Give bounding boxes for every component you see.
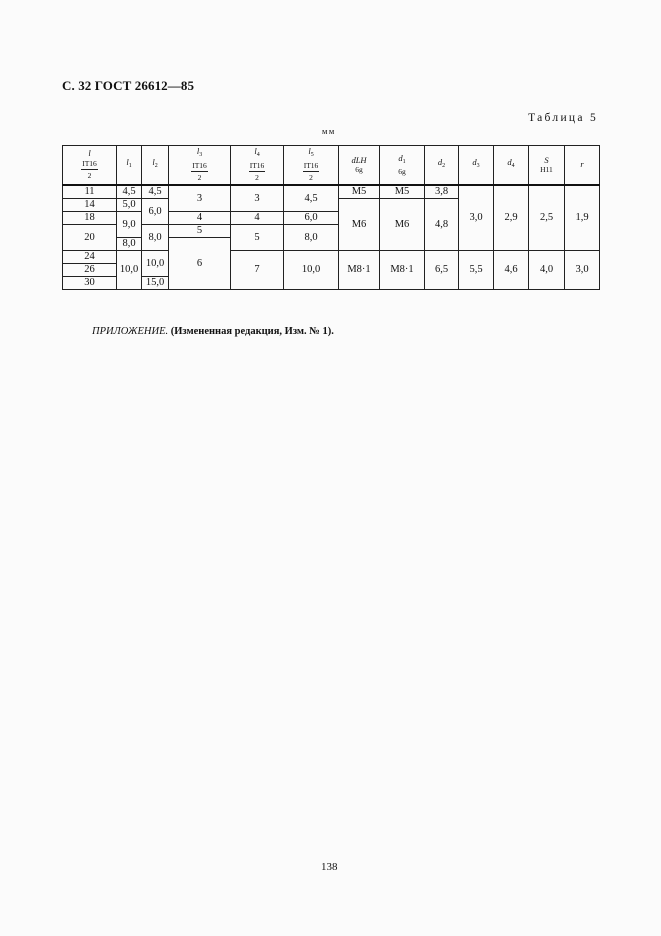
col-header-s-symbol: S <box>544 154 549 165</box>
col-header-l5-tolerance <box>303 161 320 183</box>
cell-l: 30 <box>63 277 117 290</box>
cell-d1: M6 <box>380 199 425 251</box>
col-header-r <box>565 146 600 186</box>
tolerance-denominator: 2 <box>255 173 259 183</box>
col-header-d1-symbol: d <box>398 152 403 163</box>
cell-l5: 6,0 <box>284 212 339 225</box>
amendment-text: (Измененная редакция, Изм. № 1). <box>170 326 334 337</box>
col-header-d3-symbol: d <box>472 157 477 168</box>
unit-label: мм <box>322 126 336 136</box>
cell-l: 18 <box>63 212 117 225</box>
cell-l2: 4,5 <box>142 185 169 199</box>
col-header-l1-subscript: 1 <box>128 163 132 170</box>
cell-dlh: M8·1 <box>339 251 380 290</box>
cell-s: 2,5 <box>529 185 565 251</box>
tolerance-numerator: IT16 <box>81 159 98 171</box>
cell-l1: 4,5 <box>117 185 142 199</box>
cell-d1: M8·1 <box>380 251 425 290</box>
col-header-d3 <box>459 146 494 186</box>
col-header-l3-symbol: l <box>196 146 200 157</box>
col-header-l3 <box>169 146 231 186</box>
cell-dlh: M6 <box>339 199 380 251</box>
col-header-l3-subscript: 3 <box>199 152 203 159</box>
col-header-r-symbol: r <box>580 159 584 170</box>
cell-r: 3,0 <box>565 251 600 290</box>
cell-d2: 3,8 <box>425 185 459 199</box>
col-header-s <box>529 146 565 186</box>
cell-d3: 5,5 <box>459 251 494 290</box>
col-header-l4 <box>231 146 284 186</box>
tolerance-denominator: 2 <box>309 173 313 183</box>
table-row <box>63 251 600 264</box>
cell-l4: 5 <box>231 225 284 251</box>
cell-r: 1,9 <box>565 185 600 251</box>
col-header-d4 <box>494 146 529 186</box>
cell-l: 14 <box>63 199 117 212</box>
tolerance-numerator: IT16 <box>249 161 266 173</box>
cell-l5: 8,0 <box>284 225 339 251</box>
cell-d2: 6,5 <box>425 251 459 290</box>
col-header-d2-subscript: 2 <box>442 163 446 170</box>
tolerance-denominator: 2 <box>87 171 92 181</box>
cell-l2: 8,0 <box>142 225 169 251</box>
cell-d3: 3,0 <box>459 185 494 251</box>
cell-d4: 4,6 <box>494 251 529 290</box>
cell-s: 4,0 <box>529 251 565 290</box>
page-number: 138 <box>321 861 338 873</box>
cell-d2: 4,8 <box>425 199 459 251</box>
cell-l: 11 <box>63 185 117 199</box>
cell-d1: M5 <box>380 185 425 199</box>
col-header-l4-tolerance <box>249 161 266 183</box>
col-header-dlh <box>339 146 380 186</box>
cell-l2: 10,0 <box>142 251 169 277</box>
cell-l1: 10,0 <box>117 251 142 290</box>
tolerance-numerator: IT16 <box>191 161 208 173</box>
col-header-dlh-tolerance: 6g <box>355 165 363 174</box>
col-header-l4-symbol: l <box>254 146 257 157</box>
col-header-s-tolerance: H11 <box>540 165 553 174</box>
col-header-d4-symbol: d <box>507 157 512 168</box>
col-header-l-tolerance <box>81 159 98 181</box>
cell-l4: 3 <box>231 185 284 212</box>
col-header-l5-symbol: l <box>308 146 311 157</box>
col-header-d1-tolerance: 6g <box>398 167 406 176</box>
col-header-dlh-symbol: dLH <box>351 154 367 165</box>
cell-l: 24 <box>63 251 117 264</box>
table-header-row <box>63 146 600 186</box>
col-header-l1-symbol: l <box>126 157 129 168</box>
cell-l1: 8,0 <box>117 238 142 251</box>
col-header-d1-subscript: 1 <box>402 158 406 165</box>
dimensions-table <box>62 145 600 290</box>
col-header-l <box>63 146 117 186</box>
amendment-note <box>92 326 334 337</box>
cell-l2: 6,0 <box>142 199 169 225</box>
cell-l1: 5,0 <box>117 199 142 212</box>
col-header-l2-subscript: 2 <box>154 163 158 170</box>
cell-l3: 4 <box>169 212 231 225</box>
cell-l2: 15,0 <box>142 277 169 290</box>
col-header-l3-tolerance <box>191 161 208 183</box>
col-header-l2 <box>142 146 169 186</box>
table-row <box>63 185 600 199</box>
cell-l4: 4 <box>231 212 284 225</box>
page-header: С. 32 ГОСТ 26612—85 <box>62 78 195 93</box>
col-header-l4-subscript: 4 <box>256 152 260 159</box>
cell-l3: 3 <box>169 185 231 212</box>
cell-dlh: M5 <box>339 185 380 199</box>
col-header-d4-subscript: 4 <box>511 163 515 170</box>
cell-l5: 4,5 <box>284 185 339 212</box>
tolerance-numerator: IT16 <box>303 161 320 173</box>
cell-l3: 6 <box>169 238 231 290</box>
col-header-l-symbol: l <box>88 148 91 159</box>
tolerance-denominator: 2 <box>197 173 202 183</box>
cell-l: 20 <box>63 225 117 251</box>
table-caption: Таблица 5 <box>528 112 598 124</box>
col-header-d2-symbol: d <box>437 157 443 168</box>
col-header-l5 <box>284 146 339 186</box>
col-header-l2-symbol: l <box>152 157 155 168</box>
col-header-d3-subscript: 3 <box>476 163 480 170</box>
amendment-lead: ПРИЛОЖЕНИЕ. <box>92 326 169 337</box>
col-header-l1 <box>117 146 142 186</box>
cell-l1: 9,0 <box>117 212 142 238</box>
cell-d4: 2,9 <box>494 185 529 251</box>
col-header-d2 <box>425 146 459 186</box>
col-header-d1 <box>380 146 425 186</box>
cell-l5: 10,0 <box>284 251 339 290</box>
cell-l3: 5 <box>169 225 231 238</box>
cell-l4: 7 <box>231 251 284 290</box>
cell-l: 26 <box>63 264 117 277</box>
col-header-l5-subscript: 5 <box>310 152 314 159</box>
